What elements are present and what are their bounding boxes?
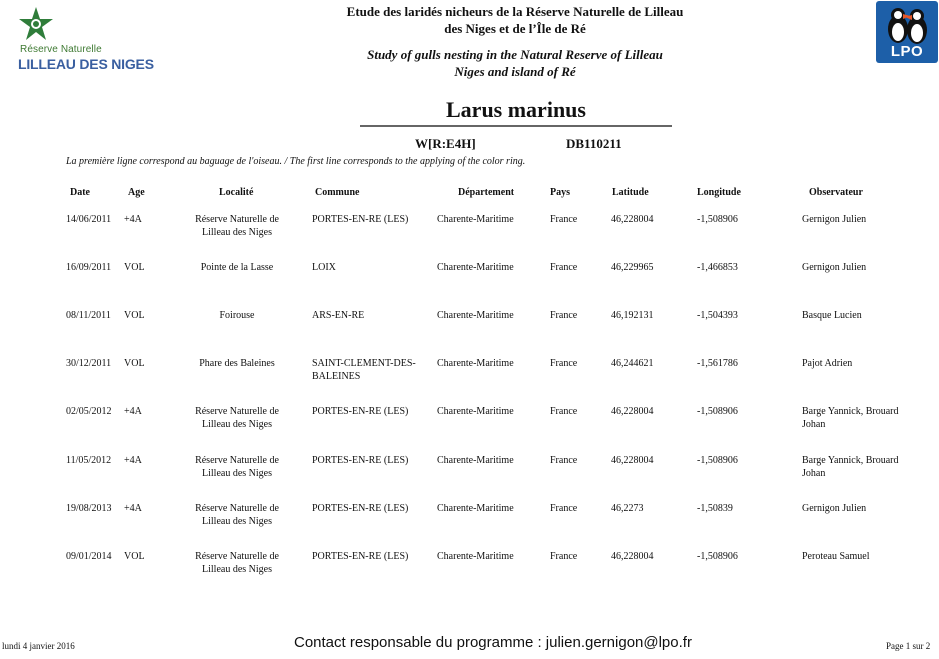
- cell-date: 08/11/2011: [66, 310, 111, 321]
- cell-age: VOL: [124, 310, 145, 321]
- cell-localite-line-1: Phare des Baleines: [199, 358, 275, 369]
- cell-localite-line-1: Pointe de la Lasse: [200, 262, 274, 273]
- cell-departement: Charente-Maritime: [437, 310, 514, 321]
- logo-line-2: LILLEAU DES NIGES: [18, 56, 154, 72]
- cell-latitude: 46,2273: [611, 503, 644, 514]
- cell-localite: [180, 310, 294, 323]
- cell-localite-line-2: Lilleau des Niges: [202, 467, 272, 479]
- table-row: [0, 310, 939, 350]
- cell-age: VOL: [124, 551, 145, 562]
- header-departement: Département: [458, 187, 515, 198]
- title-french-line-1: Etude des laridés nicheurs de la Réserve Naturelle de Lilleau: [346, 4, 684, 19]
- cell-latitude: 46,228004: [611, 406, 654, 417]
- cell-date: 30/12/2011: [66, 358, 112, 369]
- footer-date: lundi 4 janvier 2016: [2, 641, 75, 651]
- title-english-line-2: Niges and island of Ré: [454, 64, 576, 79]
- lpo-text: LPO: [890, 43, 924, 60]
- cell-observateur: [802, 503, 866, 516]
- cell-commune-line-1: SAINT-CLEMENT-DES-: [312, 358, 416, 369]
- cell-observateur-line-1: Barge Yannick, Brouard: [802, 455, 899, 466]
- cell-localite-line-1: Foirouse: [219, 310, 255, 321]
- cell-departement: Charente-Maritime: [437, 406, 514, 417]
- cell-commune: [312, 406, 408, 419]
- cell-localite-line-2: Lilleau des Niges: [202, 563, 272, 575]
- reserve-emblem-icon: [16, 6, 56, 44]
- cell-observateur-line-1: Barge Yannick, Brouard: [802, 406, 899, 417]
- table-row: [0, 455, 939, 495]
- cell-date: 11/05/2012: [66, 455, 112, 466]
- cell-pays: France: [550, 503, 578, 514]
- cell-departement: Charente-Maritime: [437, 503, 514, 514]
- table-row: [0, 262, 939, 302]
- cell-localite-line-1: Réserve Naturelle de: [195, 551, 279, 562]
- cell-pays: France: [550, 262, 578, 273]
- header-commune: Commune: [315, 187, 360, 198]
- title-french-line-2: des Niges et de l’Île de Ré: [444, 21, 586, 36]
- header-observateur: Observateur: [809, 187, 863, 198]
- cell-date: 09/01/2014: [66, 551, 112, 562]
- cell-commune-line-1: PORTES-EN-RE (LES): [312, 406, 409, 417]
- cell-commune-line-1: ARS-EN-RE: [312, 310, 365, 321]
- cell-observateur-line-1: Pajot Adrien: [802, 358, 853, 369]
- table-row: [0, 406, 939, 446]
- cell-longitude: -1,508906: [697, 551, 738, 562]
- cell-commune: [312, 455, 408, 468]
- cell-commune: [312, 503, 408, 516]
- cell-age: +4A: [124, 406, 142, 417]
- cell-pays: France: [550, 310, 578, 321]
- cell-commune: [312, 214, 408, 227]
- cell-localite: [180, 262, 294, 275]
- cell-observateur-line-1: Gernigon Julien: [802, 503, 867, 514]
- cell-commune-line-1: PORTES-EN-RE (LES): [312, 455, 409, 466]
- cell-commune-line-1: PORTES-EN-RE (LES): [312, 214, 409, 225]
- lpo-logo: [876, 1, 938, 63]
- puffin-icon: [876, 3, 938, 47]
- cell-departement: Charente-Maritime: [437, 455, 514, 466]
- cell-longitude: -1,466853: [697, 262, 738, 273]
- cell-departement: Charente-Maritime: [437, 262, 514, 273]
- cell-observateur-line-1: Gernigon Julien: [802, 262, 867, 273]
- cell-pays: France: [550, 455, 578, 466]
- header-localite: Localité: [219, 187, 254, 198]
- cell-observateur: [802, 406, 898, 431]
- cell-observateur-line-2: Johan: [802, 467, 826, 479]
- cell-commune-line-1: PORTES-EN-RE (LES): [312, 551, 409, 562]
- cell-longitude: -1,50839: [697, 503, 733, 514]
- footer-page-number: Page 1 sur 2: [886, 641, 931, 651]
- cell-localite-line-2: Lilleau des Niges: [202, 226, 272, 238]
- title-english: [290, 46, 740, 80]
- cell-observateur: [802, 358, 852, 371]
- cell-localite: [180, 503, 294, 528]
- cell-latitude: 46,228004: [611, 214, 654, 225]
- cell-observateur: [802, 551, 869, 564]
- header-pays: Pays: [550, 187, 570, 198]
- cell-commune-line-1: LOIX: [312, 262, 336, 273]
- cell-observateur: [802, 214, 866, 227]
- header-latitude: Latitude: [612, 187, 649, 198]
- title-underline: [360, 125, 672, 127]
- cell-age: +4A: [124, 503, 142, 514]
- cell-longitude: -1,508906: [697, 455, 738, 466]
- cell-commune: [312, 551, 408, 564]
- cell-latitude: 46,229965: [611, 262, 654, 273]
- cell-age: VOL: [124, 262, 145, 273]
- table-note: La première ligne correspond au baguage de l'oiseau. / The first line corresponds to the applying of the color ring.: [66, 156, 526, 167]
- header-age: Age: [128, 187, 145, 198]
- cell-localite: [180, 551, 294, 576]
- table-row: [0, 503, 939, 543]
- cell-observateur: [802, 310, 862, 323]
- cell-localite-line-1: Réserve Naturelle de: [195, 214, 279, 225]
- reserve-logo: [16, 6, 154, 72]
- cell-localite: [180, 455, 294, 480]
- cell-age: +4A: [124, 214, 142, 225]
- cell-localite: [180, 358, 294, 371]
- cell-longitude: -1,504393: [697, 310, 738, 321]
- cell-pays: France: [550, 406, 578, 417]
- cell-latitude: 46,228004: [611, 455, 654, 466]
- cell-date: 02/05/2012: [66, 406, 112, 417]
- title-english-line-1: Study of gulls nesting in the Natural Reserve of Lilleau: [367, 47, 663, 62]
- cell-observateur-line-1: Peroteau Samuel: [802, 551, 870, 562]
- logo-line-1: Réserve Naturelle: [20, 44, 102, 55]
- cell-commune: [312, 262, 336, 275]
- cell-commune-line-1: PORTES-EN-RE (LES): [312, 503, 409, 514]
- cell-localite-line-2: Lilleau des Niges: [202, 515, 272, 527]
- cell-latitude: 46,244621: [611, 358, 654, 369]
- cell-age: VOL: [124, 358, 145, 369]
- footer-contact: Contact responsable du programme : julien.gernigon@lpo.fr: [294, 634, 692, 651]
- cell-observateur: [802, 455, 898, 480]
- cell-date: 19/08/2013: [66, 503, 112, 514]
- cell-departement: Charente-Maritime: [437, 214, 514, 225]
- table-row: [0, 551, 939, 591]
- cell-departement: Charente-Maritime: [437, 358, 514, 369]
- cell-longitude: -1,561786: [697, 358, 738, 369]
- cell-date: 14/06/2011: [66, 214, 112, 225]
- header-longitude: Longitude: [697, 187, 741, 198]
- cell-date: 16/09/2011: [66, 262, 112, 273]
- metal-ring-code: DB110211: [566, 136, 622, 151]
- cell-localite: [180, 406, 294, 431]
- cell-pays: France: [550, 214, 578, 225]
- cell-pays: France: [550, 551, 578, 562]
- cell-localite-line-1: Réserve Naturelle de: [195, 455, 279, 466]
- table-row: [0, 214, 939, 254]
- table-row: [0, 358, 939, 398]
- cell-longitude: -1,508906: [697, 214, 738, 225]
- cell-latitude: 46,192131: [611, 310, 654, 321]
- cell-observateur-line-1: Gernigon Julien: [802, 214, 867, 225]
- cell-localite-line-2: Lilleau des Niges: [202, 418, 272, 430]
- cell-departement: Charente-Maritime: [437, 551, 514, 562]
- cell-observateur-line-2: Johan: [802, 418, 826, 430]
- cell-localite-line-1: Réserve Naturelle de: [195, 406, 279, 417]
- cell-pays: France: [550, 358, 578, 369]
- species-name: Larus marinus: [446, 97, 586, 122]
- cell-localite-line-1: Réserve Naturelle de: [195, 503, 279, 514]
- cell-observateur: [802, 262, 866, 275]
- cell-observateur-line-1: Basque Lucien: [802, 310, 862, 321]
- cell-longitude: -1,508906: [697, 406, 738, 417]
- cell-commune: [312, 310, 364, 323]
- cell-commune-line-2: BALEINES: [312, 370, 361, 382]
- header-date: Date: [70, 187, 90, 198]
- cell-age: +4A: [124, 455, 142, 466]
- color-ring-code: W[R:E4H]: [415, 136, 476, 151]
- cell-latitude: 46,228004: [611, 551, 654, 562]
- title-french: [290, 3, 740, 37]
- cell-commune: [312, 358, 416, 383]
- cell-localite: [180, 214, 294, 239]
